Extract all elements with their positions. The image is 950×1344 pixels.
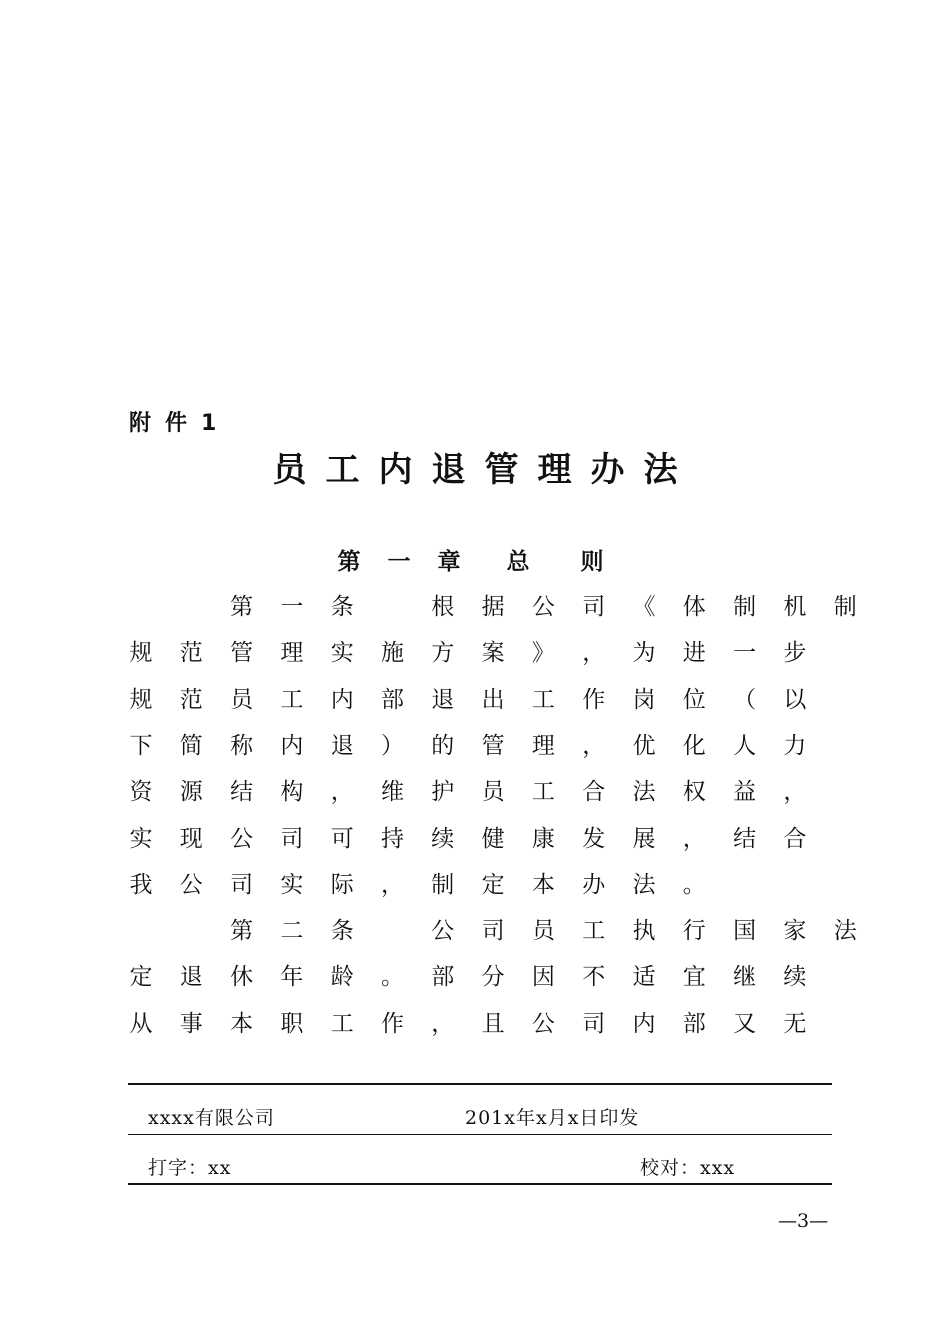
- footer-middle-rule: [128, 1134, 832, 1135]
- body-char: 的: [431, 732, 455, 759]
- body-char: 司: [230, 871, 254, 898]
- body-line: [0, 1004, 950, 1044]
- body-char: ，: [582, 640, 606, 667]
- body-char: 步: [783, 640, 807, 667]
- body-char: 第: [230, 594, 254, 620]
- body-char: 条: [330, 594, 354, 620]
- body-char: 简: [179, 732, 203, 759]
- footer-bottom-rule: [128, 1183, 832, 1185]
- body-char: 工: [330, 1010, 354, 1037]
- body-char: 制: [733, 594, 757, 620]
- body-char: 二: [280, 918, 304, 945]
- body-char: 管: [230, 640, 254, 667]
- body-char: 宜: [682, 964, 706, 991]
- body-char: 定: [129, 964, 153, 991]
- body-char: 工: [531, 779, 555, 806]
- body-char: 管: [481, 732, 505, 759]
- body-char: 康: [531, 825, 555, 852]
- body-char: ，: [330, 779, 354, 806]
- body-char: 岗: [632, 686, 656, 713]
- body-char: 公: [230, 825, 254, 852]
- body-char: 出: [481, 686, 505, 713]
- body-line: [0, 819, 950, 859]
- body-char: 退: [179, 964, 203, 991]
- body-char: 健: [481, 825, 505, 852]
- body-char: 法: [632, 871, 656, 898]
- body-char: 司: [481, 918, 505, 945]
- body-char: 内: [632, 1010, 656, 1037]
- body-char: 定: [481, 871, 505, 898]
- body-char: 继: [733, 964, 757, 991]
- body-char: 部: [682, 1010, 706, 1037]
- body-char: 公: [431, 918, 455, 945]
- chapter-char: 章: [437, 548, 461, 575]
- body-char: 维: [381, 779, 404, 806]
- body-char: 我: [129, 871, 153, 898]
- body-line: [0, 633, 950, 673]
- body-char: 优: [632, 732, 656, 759]
- page-number: —3—: [778, 1210, 829, 1232]
- body-char: 位: [682, 686, 706, 713]
- body-char: 从: [129, 1010, 153, 1037]
- body-char: 公: [531, 594, 555, 620]
- body-char: 源: [179, 779, 203, 806]
- body-char: 法: [632, 779, 656, 806]
- body-char: 根: [431, 594, 455, 620]
- body-char: 分: [481, 964, 505, 991]
- body-line: [0, 587, 950, 627]
- proofreader-credit: 校对：xxx: [640, 1157, 736, 1179]
- body-char: 以: [783, 686, 807, 713]
- body-char: 家: [783, 918, 807, 945]
- body-char: 员: [230, 686, 254, 713]
- body-char: 司: [582, 594, 606, 620]
- body-char: 发: [582, 825, 606, 852]
- body-char: 护: [431, 779, 455, 806]
- body-char: 制: [833, 594, 857, 620]
- body-char: 行: [682, 918, 706, 945]
- body-line: [0, 957, 950, 997]
- body-char: 因: [531, 964, 555, 991]
- body-char: 退: [330, 732, 354, 759]
- body-char: 续: [783, 964, 807, 991]
- body-char: ，: [582, 732, 606, 759]
- body-char: 称: [230, 732, 254, 759]
- body-char: 又: [733, 1010, 757, 1037]
- body-char: 职: [280, 1010, 304, 1037]
- body-char: 资: [129, 779, 153, 806]
- body-char: 理: [280, 640, 304, 667]
- body-char: 一: [733, 640, 757, 667]
- body-char: 公: [531, 1010, 555, 1037]
- body-char: ，: [783, 779, 807, 806]
- body-char: 益: [733, 779, 757, 806]
- body-char: 规: [129, 640, 153, 667]
- body-char: ，: [431, 1010, 455, 1037]
- body-char: 本: [531, 871, 555, 898]
- body-line: [0, 772, 950, 812]
- body-char: 合: [582, 779, 606, 806]
- body-char: 员: [531, 918, 555, 945]
- body-char: 进: [682, 640, 706, 667]
- body-char: 休: [230, 964, 254, 991]
- chapter-heading: [329, 543, 649, 579]
- body-char: 据: [481, 594, 505, 620]
- body-char: 制: [431, 871, 455, 898]
- body-line: [0, 726, 950, 766]
- body-char: （: [733, 686, 757, 713]
- body-line: [0, 680, 950, 720]
- body-char: 实: [330, 640, 354, 667]
- chapter-char: 总: [506, 548, 530, 575]
- body-char: 《: [632, 594, 656, 620]
- body-char: 结: [230, 779, 254, 806]
- body-char: 退: [431, 686, 455, 713]
- body-char: 人: [733, 732, 757, 759]
- body-char: 构: [280, 779, 304, 806]
- body-char: 不: [582, 964, 606, 991]
- body-char: 合: [783, 825, 807, 852]
- document-title: 员工内退管理办法: [272, 450, 697, 490]
- body-char: 无: [783, 1010, 807, 1037]
- body-char: 范: [179, 640, 203, 667]
- body-char: 事: [179, 1010, 203, 1037]
- body-char: 》: [531, 640, 555, 667]
- body-line: [0, 911, 950, 951]
- chapter-char: 则: [580, 548, 604, 575]
- body-char: 一: [280, 594, 304, 620]
- body-char: 化: [682, 732, 706, 759]
- body-char: 方: [431, 640, 455, 667]
- body-char: 范: [179, 686, 203, 713]
- body-char: 。: [381, 964, 404, 991]
- body-char: 部: [431, 964, 455, 991]
- body-char: 下: [129, 732, 153, 759]
- chapter-char: 一: [387, 548, 411, 575]
- body-char: 办: [582, 871, 606, 898]
- body-char: 际: [330, 871, 354, 898]
- body-char: 规: [129, 686, 153, 713]
- body-char: 可: [330, 825, 354, 852]
- body-char: 适: [632, 964, 656, 991]
- issue-date: 201x年x月x日印发: [465, 1107, 640, 1129]
- body-char: 为: [632, 640, 656, 667]
- body-char: 结: [733, 825, 757, 852]
- body-char: 理: [531, 732, 555, 759]
- body-char: 案: [481, 640, 505, 667]
- body-char: 司: [582, 1010, 606, 1037]
- body-char: 权: [682, 779, 706, 806]
- body-char: 龄: [330, 964, 354, 991]
- body-char: 持: [381, 825, 404, 852]
- body-char: 年: [280, 964, 304, 991]
- body-char: ，: [682, 825, 706, 852]
- footer-top-rule: [128, 1083, 832, 1085]
- body-char: 司: [280, 825, 304, 852]
- body-char: ）: [381, 732, 404, 759]
- body-char: 续: [431, 825, 455, 852]
- body-char: 作: [381, 1010, 404, 1037]
- body-char: 法: [833, 918, 857, 945]
- body-char: 现: [179, 825, 203, 852]
- body-char: 本: [230, 1010, 254, 1037]
- body-char: 实: [280, 871, 304, 898]
- body-line: [0, 865, 950, 905]
- body-char: 实: [129, 825, 153, 852]
- body-char: 执: [632, 918, 656, 945]
- body-char: 。: [682, 871, 706, 898]
- typist-credit: 打字：xx: [148, 1157, 232, 1179]
- body-char: 部: [381, 686, 404, 713]
- attachment-label: 附件1: [129, 411, 231, 436]
- body-char: 工: [582, 918, 606, 945]
- issuer-name: xxxx有限公司: [148, 1107, 275, 1129]
- body-char: 力: [783, 732, 807, 759]
- body-char: 工: [531, 686, 555, 713]
- body-char: 内: [330, 686, 354, 713]
- body-char: 施: [381, 640, 404, 667]
- body-char: 作: [582, 686, 606, 713]
- body-char: 公: [179, 871, 203, 898]
- body-char: 机: [783, 594, 807, 620]
- body-char: 工: [280, 686, 304, 713]
- body-char: 条: [330, 918, 354, 945]
- body-char: 国: [733, 918, 757, 945]
- body-char: 第: [230, 918, 254, 945]
- body-char: 体: [682, 594, 706, 620]
- body-char: 展: [632, 825, 656, 852]
- body-char: ，: [381, 871, 404, 898]
- chapter-char: 第: [337, 548, 361, 575]
- body-char: 员: [481, 779, 505, 806]
- body-char: 且: [481, 1010, 505, 1037]
- body-char: 内: [280, 732, 304, 759]
